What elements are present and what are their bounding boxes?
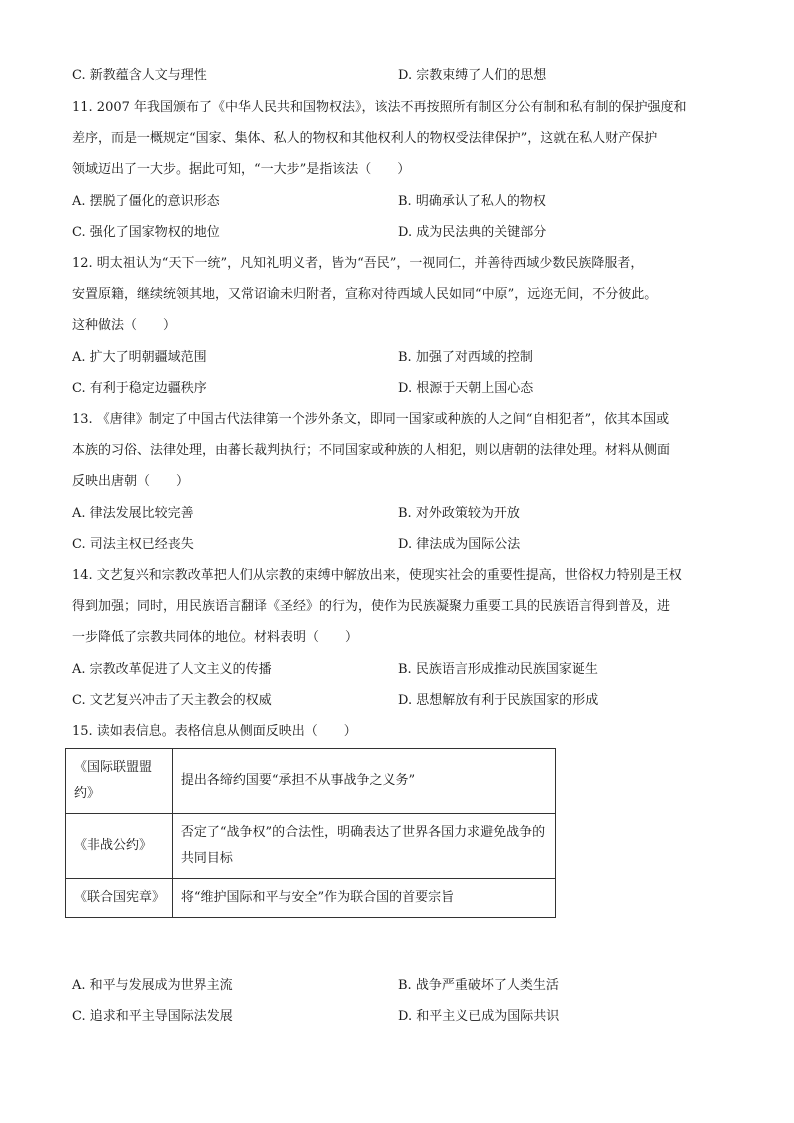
q10-option-d: D. 宗教束缚了人们的思想 (398, 68, 547, 83)
q14-text-line-1: 14. 文艺复兴和宗教改革把人们从宗教的束缚中解放出来，使现实社会的重要性提高，世俗权力特别是王权 (72, 568, 682, 583)
q12-text-line-2: 安置原籍，继续统领其地，又常诏谕未归附者，宣称对待西域人民如同“中原”，远迩无间，不分彼此。 (72, 287, 658, 302)
q13-options-row-1 (72, 505, 732, 523)
table-cell-content: 将“维护国际和平与安全”作为联合国的首要宗旨 (172, 879, 555, 918)
q15-option-a: A. 和平与发展成为世界主流 (72, 978, 233, 993)
q15-option-d: D. 和平主义已成为国际共识 (398, 1009, 560, 1024)
q13-text-line-2: 本族的习俗、法律处理，由蕃长裁判执行；不同国家或种族的人相犯，则以唐朝的法律处理。材料从侧面 (72, 443, 671, 458)
q15-text-line-1: 15. 读如表信息。表格信息从侧面反映出（ ） (72, 724, 357, 739)
q14-option-b: B. 民族语言形成推动民族国家诞生 (398, 662, 598, 677)
q13-text-line-1: 13. 《唐律》制定了中国古代法律第一个涉外条文，即同一国家或种族的人之间“自相犯者”，依其本国或 (72, 412, 670, 427)
q12-option-c: C. 有利于稳定边疆秩序 (72, 381, 207, 396)
q11-text-line-1: 11. 2007 年我国颁布了《中华人民共和国物权法》，该法不再按照所有制区分公有制和私有制的保护强度和 (72, 100, 687, 115)
q13-option-b: B. 对外政策较为开放 (398, 506, 520, 521)
table-cell-content: 否定了“战争权”的合法性，明确表达了世界各国力求避免战争的共同目标 (172, 814, 555, 879)
table-row (66, 879, 556, 918)
q14-options-row-1 (72, 661, 732, 679)
table-cell-treaty: 《国际联盟盟约》 (66, 749, 173, 814)
q12-text-line-1: 12. 明太祖认为“天下一统”，凡知礼明义者，皆为“吾民”，一视同仁，并善待西域少数民族降服者， (72, 256, 644, 271)
q14-option-a: A. 宗教改革促进了人文主义的传播 (72, 662, 272, 677)
q15-info-table (65, 748, 556, 918)
q12-option-d: D. 根源于天朝上国心态 (398, 381, 534, 396)
q10-options-row-2 (72, 67, 732, 85)
q14-option-d: D. 思想解放有利于民族国家的形成 (398, 693, 599, 708)
q13-option-a: A. 律法发展比较完善 (72, 506, 194, 521)
table-cell-content: 提出各缔约国要“承担不从事战争之义务” (172, 749, 555, 814)
q14-text-line-2: 得到加强；同时，用民族语言翻译《圣经》的行为，使作为民族凝聚力重要工具的民族语言得到普及，进 (72, 599, 671, 614)
q14-options-row-2 (72, 692, 732, 710)
q15-options-row-2 (72, 1008, 732, 1026)
q11-options-row-1 (72, 193, 732, 211)
q11-option-d: D. 成为民法典的关键部分 (398, 225, 547, 240)
q11-text-line-2: 差序，而是一概规定“国家、集体、私人的物权和其他权利人的物权受法律保护”，这就在私人财产保护 (72, 131, 658, 146)
q12-option-b: B. 加强了对西域的控制 (398, 350, 533, 365)
table-row (66, 814, 556, 879)
table-row (66, 749, 556, 814)
q11-option-c: C. 强化了国家物权的地位 (72, 225, 220, 240)
q12-option-a: A. 扩大了明朝疆域范围 (72, 350, 207, 365)
q15-option-c: C. 追求和平主导国际法发展 (72, 1009, 233, 1024)
q10-option-c: C. 新教蕴含人文与理性 (72, 68, 207, 83)
q13-option-d: D. 律法成为国际公法 (398, 537, 521, 552)
q12-options-row-2 (72, 380, 732, 398)
q11-options-row-2 (72, 224, 732, 242)
q12-options-row-1 (72, 349, 732, 367)
q14-option-c: C. 文艺复兴冲击了天主教会的权威 (72, 693, 272, 708)
q13-option-c: C. 司法主权已经丧失 (72, 537, 194, 552)
q11-option-a: A. 摆脱了僵化的意识形态 (72, 194, 220, 209)
q13-options-row-2 (72, 536, 732, 554)
q11-text-line-3: 领域迈出了一大步。据此可知，“一大步”是指该法（ ） (72, 162, 411, 177)
table-cell-treaty: 《联合国宪章》 (66, 879, 173, 918)
q15-options-row-1 (72, 977, 732, 995)
table-cell-treaty: 《非战公约》 (66, 814, 173, 879)
q14-text-line-3: 一步降低了宗教共同体的地位。材料表明（ ） (72, 630, 359, 645)
q13-text-line-3: 反映出唐朝（ ） (72, 474, 190, 489)
q12-text-line-3: 这种做法（ ） (72, 318, 177, 333)
q15-option-b: B. 战争严重破坏了人类生活 (398, 978, 559, 993)
q11-option-b: B. 明确承认了私人的物权 (398, 194, 546, 209)
